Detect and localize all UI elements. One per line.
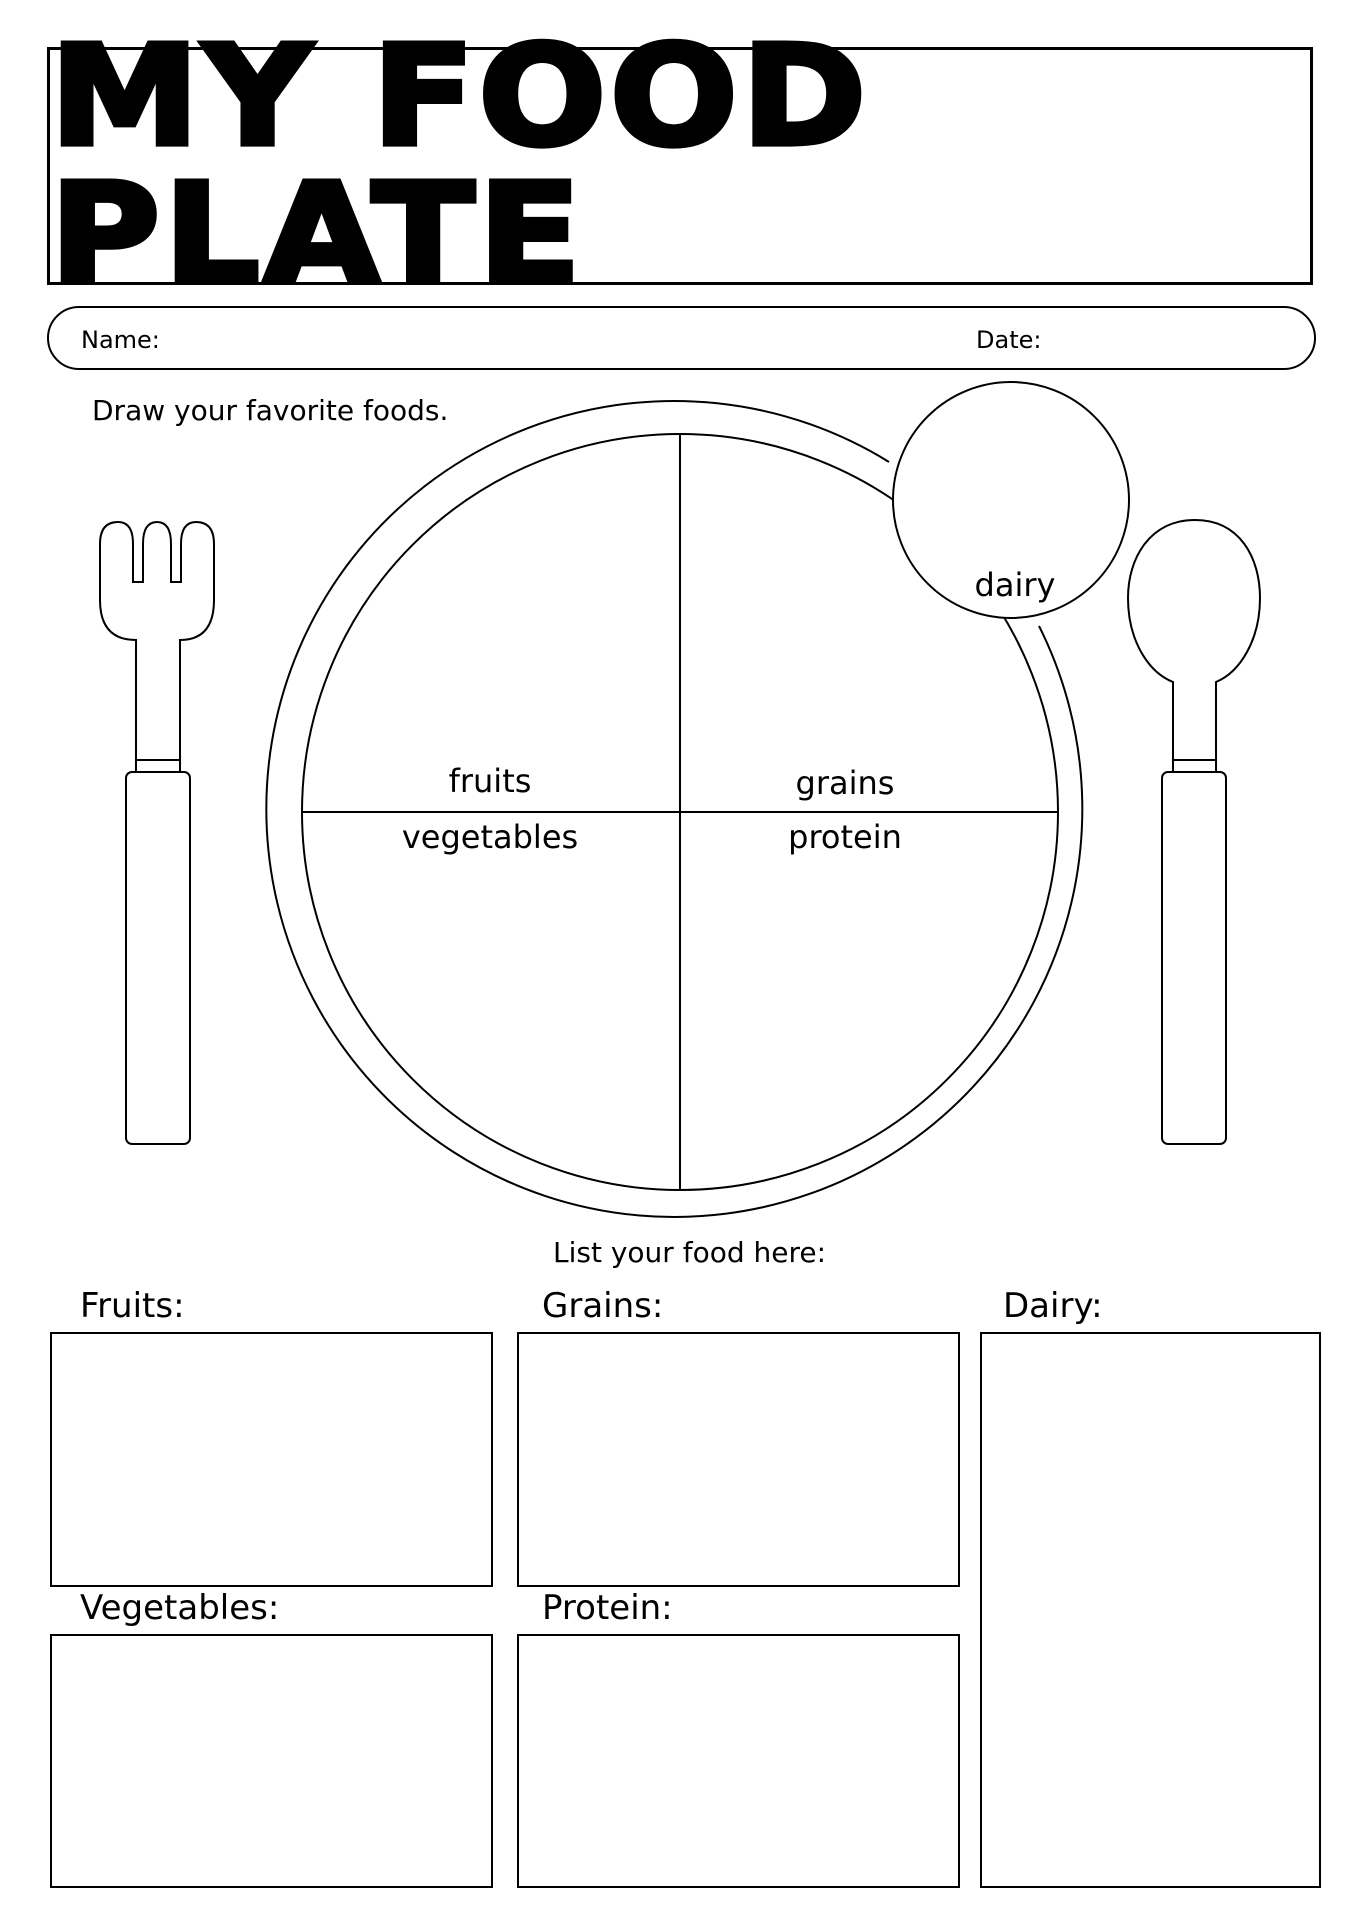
plate-label-protein: protein [788,818,902,856]
spoon-icon [1128,520,1260,1144]
draw-instruction: Draw your favorite foods. [92,394,449,427]
plate-label-dairy: dairy [974,566,1056,604]
fruits-box[interactable] [50,1332,493,1587]
plate-label-vegetables: vegetables [401,818,579,856]
plate-label-fruits: fruits [448,762,532,800]
fruits-box-title: Fruits: [80,1286,185,1326]
name-label: Name: [81,326,160,354]
date-label: Date: [976,326,1042,354]
grains-box-title: Grains: [542,1286,664,1326]
list-instruction: List your food here: [553,1236,827,1269]
plate-label-grains: grains [795,764,895,802]
protein-box-title: Protein: [542,1588,673,1628]
dairy-box[interactable] [980,1332,1321,1888]
vegetables-box-title: Vegetables: [80,1588,280,1628]
dairy-box-title: Dairy: [1003,1286,1103,1326]
grains-box[interactable] [517,1332,960,1587]
protein-box[interactable] [517,1634,960,1888]
page-title: MY FOOD PLATE [50,16,871,316]
fork-icon [100,522,214,1144]
vegetables-box[interactable] [50,1634,493,1888]
